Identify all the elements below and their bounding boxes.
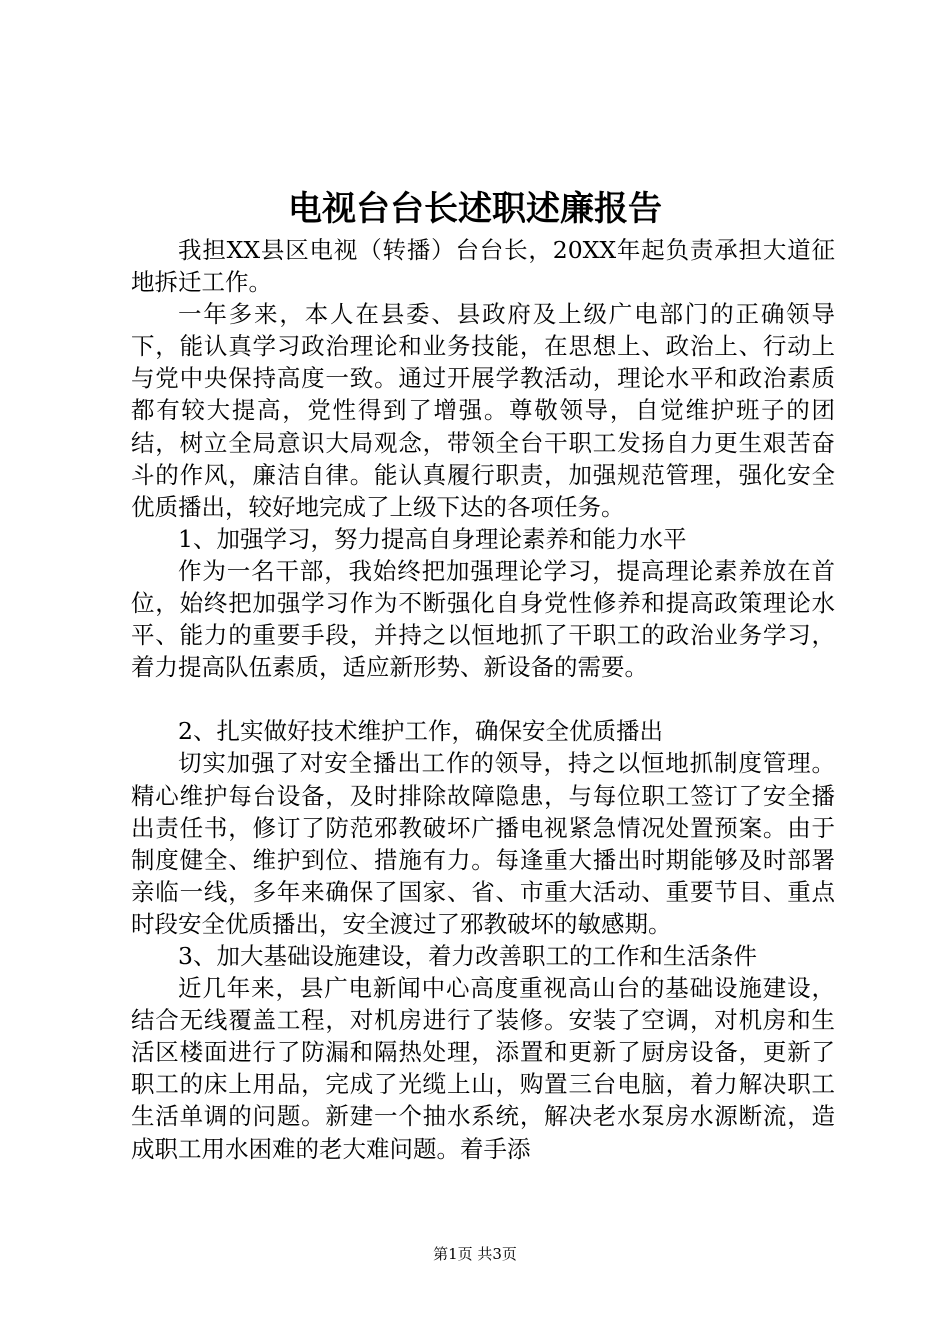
section-heading-1: 1、加强学习，努力提高自身理论素养和能力水平 <box>178 524 687 553</box>
paragraph-spacer <box>131 683 835 715</box>
document-body <box>131 234 835 1165</box>
paragraph-section-2: 切实加强了对安全播出工作的领导，持之以恒地抓制度管理。精心维护每台设备，及时排除故障隐患，与每位职工签订了安全播出责任书，修订了防范邪教破坏广播电视紧急情况处置预案。由于制度健全、维护到位、措施有力。每逢重大播出时期能够及时部署亲临一线，多年来确保了国家、省、市重大活动、重要节目、重点时段安全优质播出，安全渡过了邪教破坏的敏感期。 <box>131 749 835 938</box>
section-heading-3: 3、加大基础设施建设，着力改善职工的工作和生活条件 <box>178 941 757 970</box>
paragraph-overview: 一年多来，本人在县委、县政府及上级广电部门的正确领导下，能认真学习政治理论和业务技能，在思想上、政治上、行动上与党中央保持高度一致。通过开展学教活动，理论水平和政治素质都有较大提高，党性得到了增强。尊敬领导，自觉维护班子的团结，树立全局意识大局观念，带领全台干职工发扬自力更生艰苦奋斗的作风，廉洁自律。能认真履行职责，加强规范管理，强化安全优质播出，较好地完成了上级下达的各项任务。 <box>131 300 835 521</box>
page-number-footer: 第1页 共3页 <box>433 1245 517 1263</box>
paragraph-section-3: 近几年来，县广电新闻中心高度重视高山台的基础设施建设，结合无线覆盖工程，对机房进行了装修。安装了空调，对机房和生活区楼面进行了防漏和隔热处理，添置和更新了厨房设备，更新了职工的床上用品，完成了光缆上山，购置三台电脑，着力解决职工生活单调的问题。新建一个抽水系统，解决老水泵房水源断流，造成职工用水困难的老大难问题。着手添 <box>131 974 835 1163</box>
paragraph-section-1: 作为一名干部，我始终把加强理论学习，提高理论素养放在首位，始终把加强学习作为不断强化自身党性修养和提高政策理论水平、能力的重要手段，并持之以恒地抓了干职工的政治业务学习，着力提高队伍素质，适应新形势、新设备的需要。 <box>131 556 835 682</box>
section-heading-2: 2、扎实做好技术维护工作，确保安全优质播出 <box>178 717 663 746</box>
paragraph-intro: 我担XX县区电视（转播）台台长，20XX年起负责承担大道征地拆迁工作。 <box>131 236 835 297</box>
document-title: 电视台台长述职述廉报告 <box>288 189 662 229</box>
